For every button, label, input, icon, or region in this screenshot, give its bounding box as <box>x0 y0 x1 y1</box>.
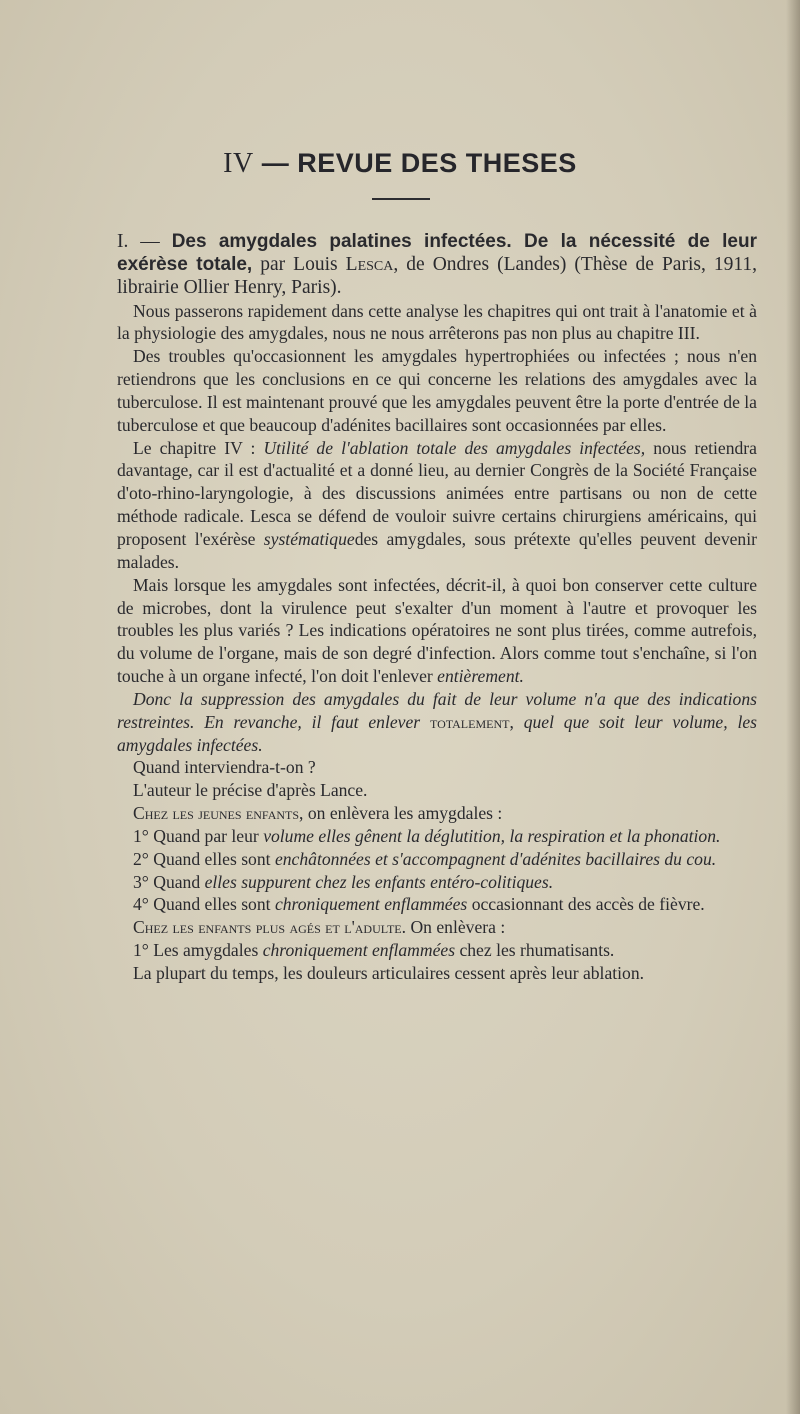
p3-text-c: nous retiendra davantage, car il est d'actualité et a donné lieu, au dernier Congrès de la Société Française d'oto-rhino-laryngologie, à des discussions animées entre partisans ou non de cette méthode radicale. Lesca se défend de vouloir suivre certains chirurgiens américains, qui proposent l'exérèse <box>117 437 757 549</box>
list-item-3 <box>117 871 757 894</box>
paragraph-4 <box>117 574 757 688</box>
item-4-emphasis: chroniquement enflammées <box>274 894 468 915</box>
section-title: REVUE DES THESES <box>297 148 577 178</box>
page-edge-shadow <box>786 0 800 1414</box>
entry-number: I. — <box>117 231 160 252</box>
item-1-number: 1° <box>133 825 149 846</box>
p5-totalement: totalement, <box>429 711 514 732</box>
list-item-2 <box>117 848 757 871</box>
section-number: IV <box>223 148 254 179</box>
p4-emphasis: entièrement. <box>437 666 524 687</box>
p8-text: on enlèvera les amygdales : <box>307 803 503 824</box>
item-1-text: Quand par leur <box>153 825 259 846</box>
adult-item-1-text-end: chez les rhumatisants. <box>459 940 615 961</box>
entry-title: Des amygdales palatines infectées. De la nécessité de leur exérèse totale, <box>117 231 757 275</box>
item-3-text: Quand <box>153 871 201 892</box>
entry-origin: , de Ondres (Landes) (Thèse de Paris, 1911, librairie Ollier Henry, Paris). <box>117 253 758 298</box>
adult-item-1-text: Les amygdales <box>153 940 259 961</box>
entry-by: par Louis <box>260 253 338 275</box>
p3-chapter-title: Utilité de l'ablation totale des amygdales infectées, <box>263 437 646 458</box>
paragraph-13 <box>117 916 757 939</box>
p5-text-a: Donc la suppression des amygdales du fait de leur volume n'a que des indications restreintes. En revanche, il faut enlever <box>117 688 757 732</box>
item-2-emphasis: enchâtonnées et s'accompagnent d'adénites bacillaires du cou. <box>274 848 717 869</box>
item-1-emphasis: volume elles gênent la déglutition, la respiration et la phonation. <box>263 825 721 846</box>
list-item-4 <box>117 893 757 916</box>
paragraph-6: Quand interviendra-t-on ? <box>133 757 316 778</box>
paragraph-15: La plupart du temps, les douleurs articulaires cessent après leur ablation. <box>133 963 645 983</box>
p13-heading: Chez les enfants plus agés et l'adulte. <box>133 917 407 938</box>
p4-text-a: Mais lorsque les amygdales sont infectées, décrit-il, à quoi bon conserver cette culture de microbes, dont la virulence peut s'exalter d'un moment à l'autre et provoquer les troubles les plus variés ? Les indications opératoires ne sont plus tirées, comme autrefois, du volume de l'organe, mais de son degré d'infection. Alors comme tout s'enchaîne, si l'on touche à un organe infecté, l'on doit l'enlever <box>117 574 757 687</box>
item-3-emphasis: elles suppurent chez les enfants entéro-colitiques. <box>204 871 554 892</box>
section-heading <box>0 148 800 180</box>
item-2-number: 2° <box>133 848 149 869</box>
heading-rule <box>372 198 430 200</box>
adult-item-1-number: 1° <box>133 940 149 961</box>
paragraph-5 <box>117 688 757 757</box>
section-dash: — <box>261 148 290 178</box>
item-4-text: Quand elles sont <box>153 894 271 915</box>
p13-text: On enlèvera : <box>410 917 506 938</box>
p8-heading: Chez les jeunes enfants, <box>133 803 304 824</box>
paragraph-1: Nous passerons rapidement dans cette analyse les chapitres qui ont trait à l'anatomie et à la physiologie des amygdales, nous ne nous arrêterons pas non plus au chapitre III. <box>117 300 757 344</box>
entry-author: Lesca <box>345 253 394 275</box>
paragraph-7: L'auteur le précise d'après Lance. <box>133 780 368 801</box>
article-body <box>117 231 757 985</box>
paragraph-8 <box>117 802 757 825</box>
p3-emphasis: systématique <box>263 528 355 549</box>
item-4-number: 4° <box>133 894 149 915</box>
item-3-number: 3° <box>133 871 149 892</box>
p3-text-a: Le chapitre IV : <box>133 437 256 458</box>
p3-text-e: des amygdales, sous prétexte qu'elles peuvent devenir malades. <box>117 528 757 572</box>
p5-text-c: quel que soit leur volume, les amygdales infectées. <box>117 711 757 755</box>
list-item-1 <box>117 825 757 848</box>
thesis-entry <box>117 231 757 300</box>
paragraph-2: Des troubles qu'occasionnent les amygdales hypertrophiées ou infectées ; nous n'en retiendrons que les conclusions en ce qui concerne les relations des amygdales avec la tuberculose. Il est maintenant prouvé que les amygdales peuvent être la porte d'entrée de la tuberculose et que beaucoup d'adénites bacillaires sont occasionnées par elles. <box>117 346 757 435</box>
item-4-text-end: occasionnant des accès de fièvre. <box>471 894 705 915</box>
paragraph-3 <box>117 437 757 574</box>
item-2-text: Quand elles sont <box>153 848 271 869</box>
list-item-adult-1 <box>117 939 757 962</box>
adult-item-1-emphasis: chroniquement enflammées <box>262 940 456 961</box>
